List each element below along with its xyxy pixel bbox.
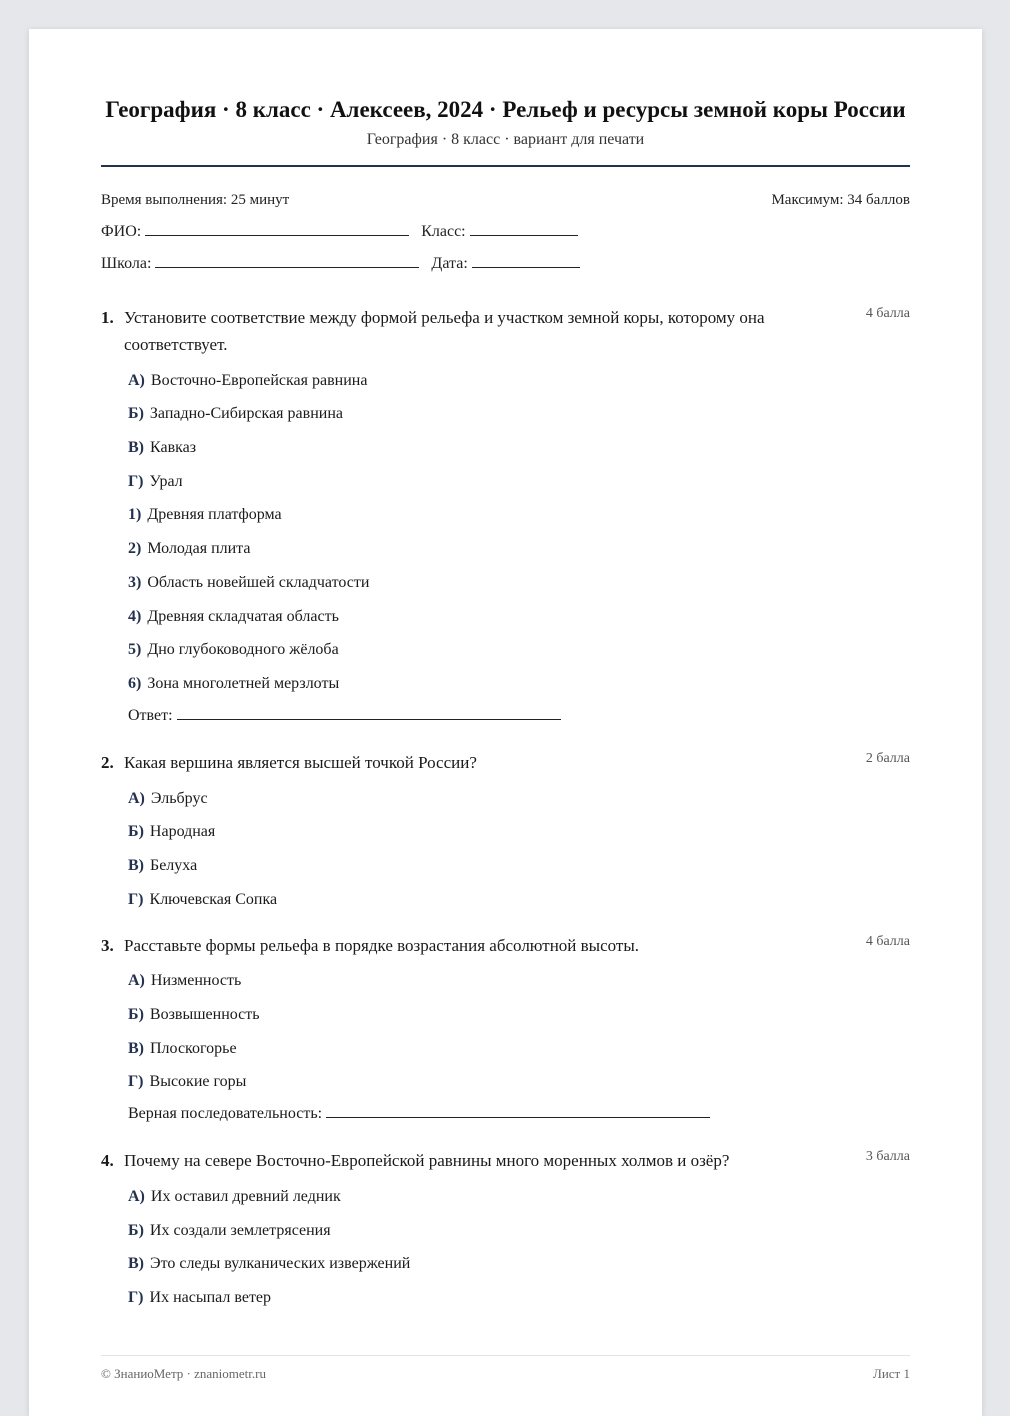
option — [128, 640, 910, 660]
question-options — [128, 371, 910, 694]
option — [128, 971, 910, 991]
option-text: Кавказ — [150, 439, 197, 457]
header-divider — [101, 165, 910, 167]
date-label: Дата: — [431, 255, 468, 272]
option — [128, 674, 910, 694]
option-text: Дно глубоководного жёлоба — [147, 641, 339, 659]
option — [128, 1005, 910, 1025]
answer-blank — [326, 1116, 710, 1118]
question-points: 2 балла — [865, 750, 910, 766]
question-options — [128, 971, 910, 1092]
max-score: Максимум: 34 баллов — [771, 192, 910, 208]
option-text: Это следы вулканических извержений — [150, 1255, 411, 1273]
option-label: 4) — [128, 607, 142, 625]
question-points: 4 балла — [865, 933, 910, 949]
option-text: Восточно-Европейская равнина — [150, 371, 368, 389]
question-points: 3 балла — [865, 1149, 910, 1165]
option-text: Их насыпал ветер — [149, 1289, 272, 1307]
option-text: Высокие горы — [149, 1073, 247, 1091]
page-subtitle: География · 8 класс · вариант для печати — [366, 131, 645, 148]
option-label: Б) — [128, 823, 144, 841]
option-text: Их оставил древний ледник — [150, 1188, 341, 1206]
school-blank — [155, 266, 419, 268]
option — [128, 573, 910, 593]
option-text: Древняя складчатая область — [147, 607, 339, 625]
footer-copyright: © ЗнаниоМетр · znaniometr.ru — [101, 1366, 266, 1381]
option — [128, 1254, 910, 1274]
page-footer — [101, 1355, 910, 1382]
option — [128, 789, 910, 809]
option-text: Зона многолетней мерзлоты — [147, 674, 340, 692]
option-text: Западно-Сибирская равнина — [149, 405, 343, 423]
option-label: Г) — [128, 1289, 144, 1307]
footer-sheet-number: Лист 1 — [873, 1366, 910, 1381]
question-number: 1. — [101, 308, 114, 327]
option-label: А) — [128, 1188, 145, 1206]
student-fields-row-1 — [101, 223, 910, 241]
option — [128, 1288, 910, 1308]
option — [128, 404, 910, 424]
question-text: Установите соответствие между формой рельефа и участком земной коры, которому она соответствует. — [124, 308, 765, 354]
option-label: А) — [128, 972, 145, 990]
option-text: Молодая плита — [147, 540, 251, 558]
option-label: В) — [128, 856, 144, 874]
option-label: В) — [128, 1039, 144, 1057]
option-text: Народная — [149, 823, 216, 841]
option-label: Г) — [128, 1073, 144, 1091]
option-label: Б) — [128, 405, 144, 423]
question-text: Расставьте формы рельефа в порядке возрастания абсолютной высоты. — [124, 935, 640, 955]
option — [128, 505, 910, 525]
option-text: Урал — [149, 472, 183, 490]
question-points: 4 балла — [865, 306, 910, 321]
option-label: 3) — [128, 573, 142, 591]
option — [128, 822, 910, 842]
question-4 — [101, 1147, 910, 1308]
page-title: География · 8 класс · Алексеев, 2024 · Рельеф и ресурсы земной коры России — [105, 97, 906, 122]
student-fields-row-2 — [101, 255, 910, 273]
option — [128, 1039, 910, 1059]
option-label: 1) — [128, 506, 142, 524]
question-options — [128, 1187, 910, 1308]
answer-label: Ответ: — [128, 706, 173, 724]
option — [128, 472, 910, 492]
question-number: 3. — [101, 935, 114, 955]
option-label: В) — [128, 439, 144, 457]
worksheet-page — [29, 29, 982, 1416]
option — [128, 607, 910, 627]
option-label: В) — [128, 1255, 144, 1273]
answer-label: Верная последовательность: — [128, 1105, 323, 1123]
option-label: Б) — [128, 1006, 144, 1023]
option-text: Белуха — [150, 856, 198, 874]
option — [128, 438, 910, 458]
question-2 — [101, 749, 910, 910]
option — [128, 371, 910, 391]
option-text: Эльбрус — [150, 789, 208, 807]
answer-line — [128, 707, 910, 725]
question-3 — [101, 932, 910, 1124]
question-header — [101, 304, 910, 358]
option-label: Б) — [128, 1221, 144, 1239]
option-label: А) — [128, 789, 145, 807]
option — [128, 539, 910, 559]
question-text: Какая вершина является высшей точкой России? — [124, 752, 477, 772]
question-number: 4. — [101, 1151, 114, 1171]
question-text: Почему на севере Восточно-Европейской равнины много моренных холмов и озёр? — [124, 1151, 730, 1171]
fio-blank — [145, 234, 409, 236]
option-label: Г) — [128, 472, 144, 490]
school-label: Школа: — [101, 255, 152, 272]
option — [128, 1072, 910, 1092]
option-label: Г) — [128, 890, 144, 908]
option-text: Их создали землетрясения — [149, 1221, 331, 1239]
option-text: Плоскогорье — [150, 1039, 237, 1057]
date-blank — [472, 266, 580, 268]
meta-row — [101, 192, 910, 209]
option — [128, 890, 910, 910]
option-label: 6) — [128, 674, 142, 692]
option-text: Область новейшей складчатости — [147, 573, 370, 591]
fio-label: ФИО: — [101, 223, 142, 240]
option-text: Возвышенность — [149, 1006, 260, 1023]
option — [128, 856, 910, 876]
option-text: Древняя платформа — [147, 506, 282, 524]
option-text: Низменность — [150, 972, 242, 990]
option-label: 2) — [128, 540, 142, 558]
question-options — [128, 789, 910, 910]
question-header — [101, 1147, 910, 1174]
time-limit: Время выполнения: 25 минут — [101, 192, 290, 208]
question-1 — [101, 304, 910, 725]
question-header — [101, 932, 910, 959]
answer-line — [128, 1105, 910, 1123]
question-number: 2. — [101, 752, 114, 772]
page-content — [101, 29, 910, 1308]
option-label: А) — [128, 371, 145, 389]
option-text: Ключевская Сопка — [149, 890, 278, 908]
option — [128, 1187, 910, 1207]
question-header — [101, 749, 910, 776]
class-blank — [470, 234, 578, 236]
answer-blank — [177, 718, 561, 720]
option-label: 5) — [128, 641, 142, 659]
option — [128, 1221, 910, 1241]
class-label: Класс: — [421, 223, 466, 240]
